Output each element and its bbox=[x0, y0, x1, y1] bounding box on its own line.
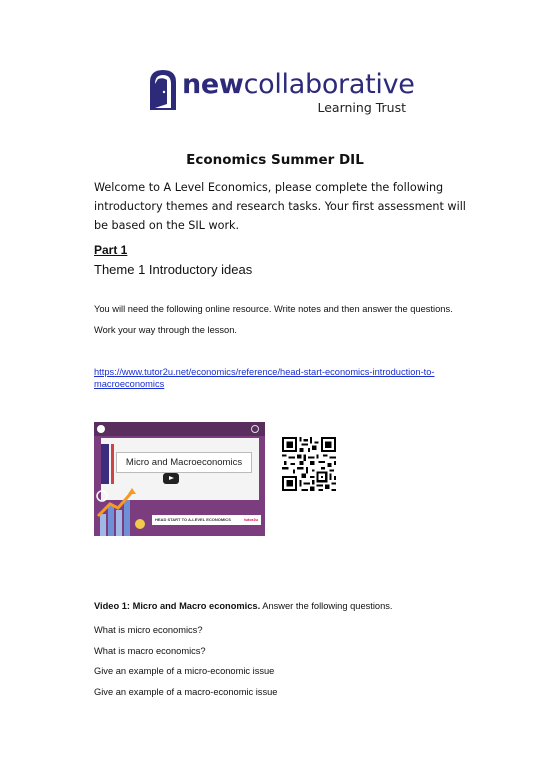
question-item: Give an example of a micro-economic issue bbox=[94, 666, 275, 676]
logo-wordmark: newcollaborative bbox=[182, 69, 415, 100]
question-item: What is micro economics? bbox=[94, 625, 203, 635]
video-banner: HEAD START TO A-LEVEL ECONOMICS tutor2u bbox=[152, 515, 261, 525]
chart-illustration-icon bbox=[94, 484, 154, 536]
channel-avatar bbox=[97, 425, 105, 433]
video-heading: Video 1: Micro and Macro economics. Answer the following questions. bbox=[94, 601, 393, 611]
instruction-line: You will need the following online resource. Write notes and then answer the questions. bbox=[94, 304, 453, 314]
qr-code-icon[interactable] bbox=[282, 437, 336, 491]
trust-logo bbox=[146, 66, 415, 122]
question-item: Give an example of a macro-economic issue bbox=[94, 687, 278, 697]
video-brand: tutor2u bbox=[244, 517, 258, 522]
resource-link[interactable]: https://www.tutor2u.net/economics/reference/head-start-economics-introduction-to-macroeconomics bbox=[94, 367, 435, 389]
question-item: What is macro economics? bbox=[94, 646, 206, 656]
intro-paragraph: Welcome to A Level Economics, please complete the following introductory themes and research tasks. Your first assessment will be based on the SIL work. bbox=[94, 181, 466, 232]
logo-subtitle: Learning Trust bbox=[317, 100, 406, 115]
page-title: Economics Summer DIL bbox=[186, 152, 364, 168]
info-icon[interactable] bbox=[251, 425, 259, 433]
door-logo-icon bbox=[146, 68, 180, 112]
part-heading: Part 1 bbox=[94, 243, 128, 257]
video-thumbnail[interactable] bbox=[94, 422, 265, 536]
video-slide-label: Micro and Macroeconomics bbox=[116, 452, 252, 473]
slide-stripe bbox=[101, 444, 109, 484]
instruction-line: Work your way through the lesson. bbox=[94, 325, 237, 335]
video-title-bar bbox=[94, 422, 265, 436]
slide-stripe-accent bbox=[111, 444, 114, 484]
play-icon[interactable] bbox=[163, 473, 179, 484]
theme-heading: Theme 1 Introductory ideas bbox=[94, 262, 253, 277]
